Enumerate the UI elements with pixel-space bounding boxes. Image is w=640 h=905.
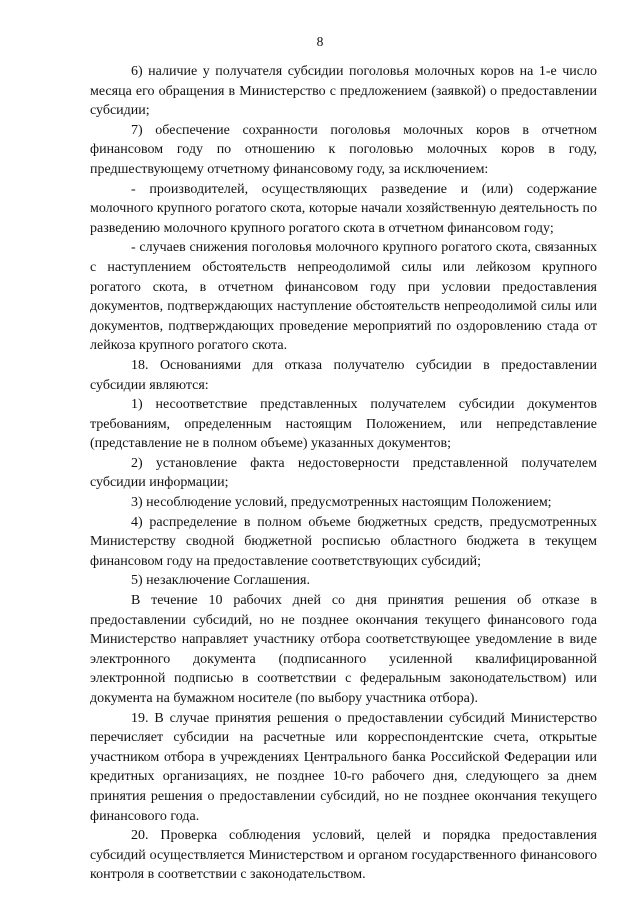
paragraph-exception-producers: - производителей, осуществляющих разведение и (или) содержание молочного крупного рогатого скота, которые начали хозяйственную деятельность по разведению молочного крупного рогатого скота в отчетном финансовом году; [90, 181, 597, 236]
paragraph-section-19: 19. В случае принятия решения о предоставлении субсидий Министерство перечисляет субсидии на расчетные или корреспондентские счета, открытые участником отбора в учреждениях Центрального банка Российской Федерации или кредитных организациях, не позднее 10-го рабочего дня, следующего за днем принятия решения о предоставлении субсидий, но не позднее окончания текущего финансового года. [90, 710, 597, 824]
paragraph-refusal-2: 2) установление факта недостоверности представленной получателем субсидии информации; [90, 455, 597, 491]
paragraph-section-18: 18. Основаниями для отказа получателю субсидии в предоставлении субсидии являются: [90, 357, 597, 393]
paragraph-section-20: 20. Проверка соблюдения условий, целей и порядка предоставления субсидий осуществляется Министерством и органом государственного финансового контроля в соответствии с законодательством. [90, 828, 597, 883]
paragraph-item-7: 7) обеспечение сохранности поголовья молочных коров в отчетном финансовом году по отношению к поголовью молочных коров в году, предшествующему отчетному финансовому году, за исключением: [90, 122, 597, 177]
page-number: 8 [316, 34, 324, 49]
paragraph-refusal-4: 4) распределение в полном объеме бюджетных средств, предусмотренных Министерству сводной бюджетной росписью областного бюджета в текущем финансовом году на предоставление соответствующих субсидий; [90, 514, 597, 569]
paragraph-refusal-notice: В течение 10 рабочих дней со дня принятия решения об отказе в предоставлении субсидий, но не позднее окончания текущего финансового года Министерство направляет участнику отбора соответствующее уведомление в виде электронного документа (подписанного усиленной квалифицированной электронной подписью в соответствии с федеральным законодательством) или документа на бумажном носителе (по выбору участника отбора). [90, 593, 597, 706]
paragraph-exception-decline: - случаев снижения поголовья молочного крупного рогатого скота, связанных с наступлением обстоятельств непреодолимой силы или лейкозом крупного рогатого скота, в отчетном финансовом году при условии предоставления документов, подтверждающих наступление обстоятельств непреодолимой силы или документов, подтверждающих проведение мероприятий по оздоровлению стада от лейкоза крупного рогатого скота. [90, 240, 597, 354]
paragraph-refusal-1: 1) несоответствие представленных получателем субсидии документов требованиям, определенным настоящим Положением, или непредставление (представление не в полном объеме) указанных документов; [90, 397, 597, 452]
paragraph-refusal-3: 3) несоблюдение условий, предусмотренных настоящим Положением; [131, 495, 552, 511]
paragraph-refusal-5: 5) незаключение Соглашения. [131, 573, 310, 589]
document-body [90, 62, 597, 885]
paragraph-item-6: 6) наличие у получателя субсидии поголовья молочных коров на 1-е число месяца его обращения в Министерство с предложением (заявкой) о предоставлении субсидии; [90, 64, 597, 119]
